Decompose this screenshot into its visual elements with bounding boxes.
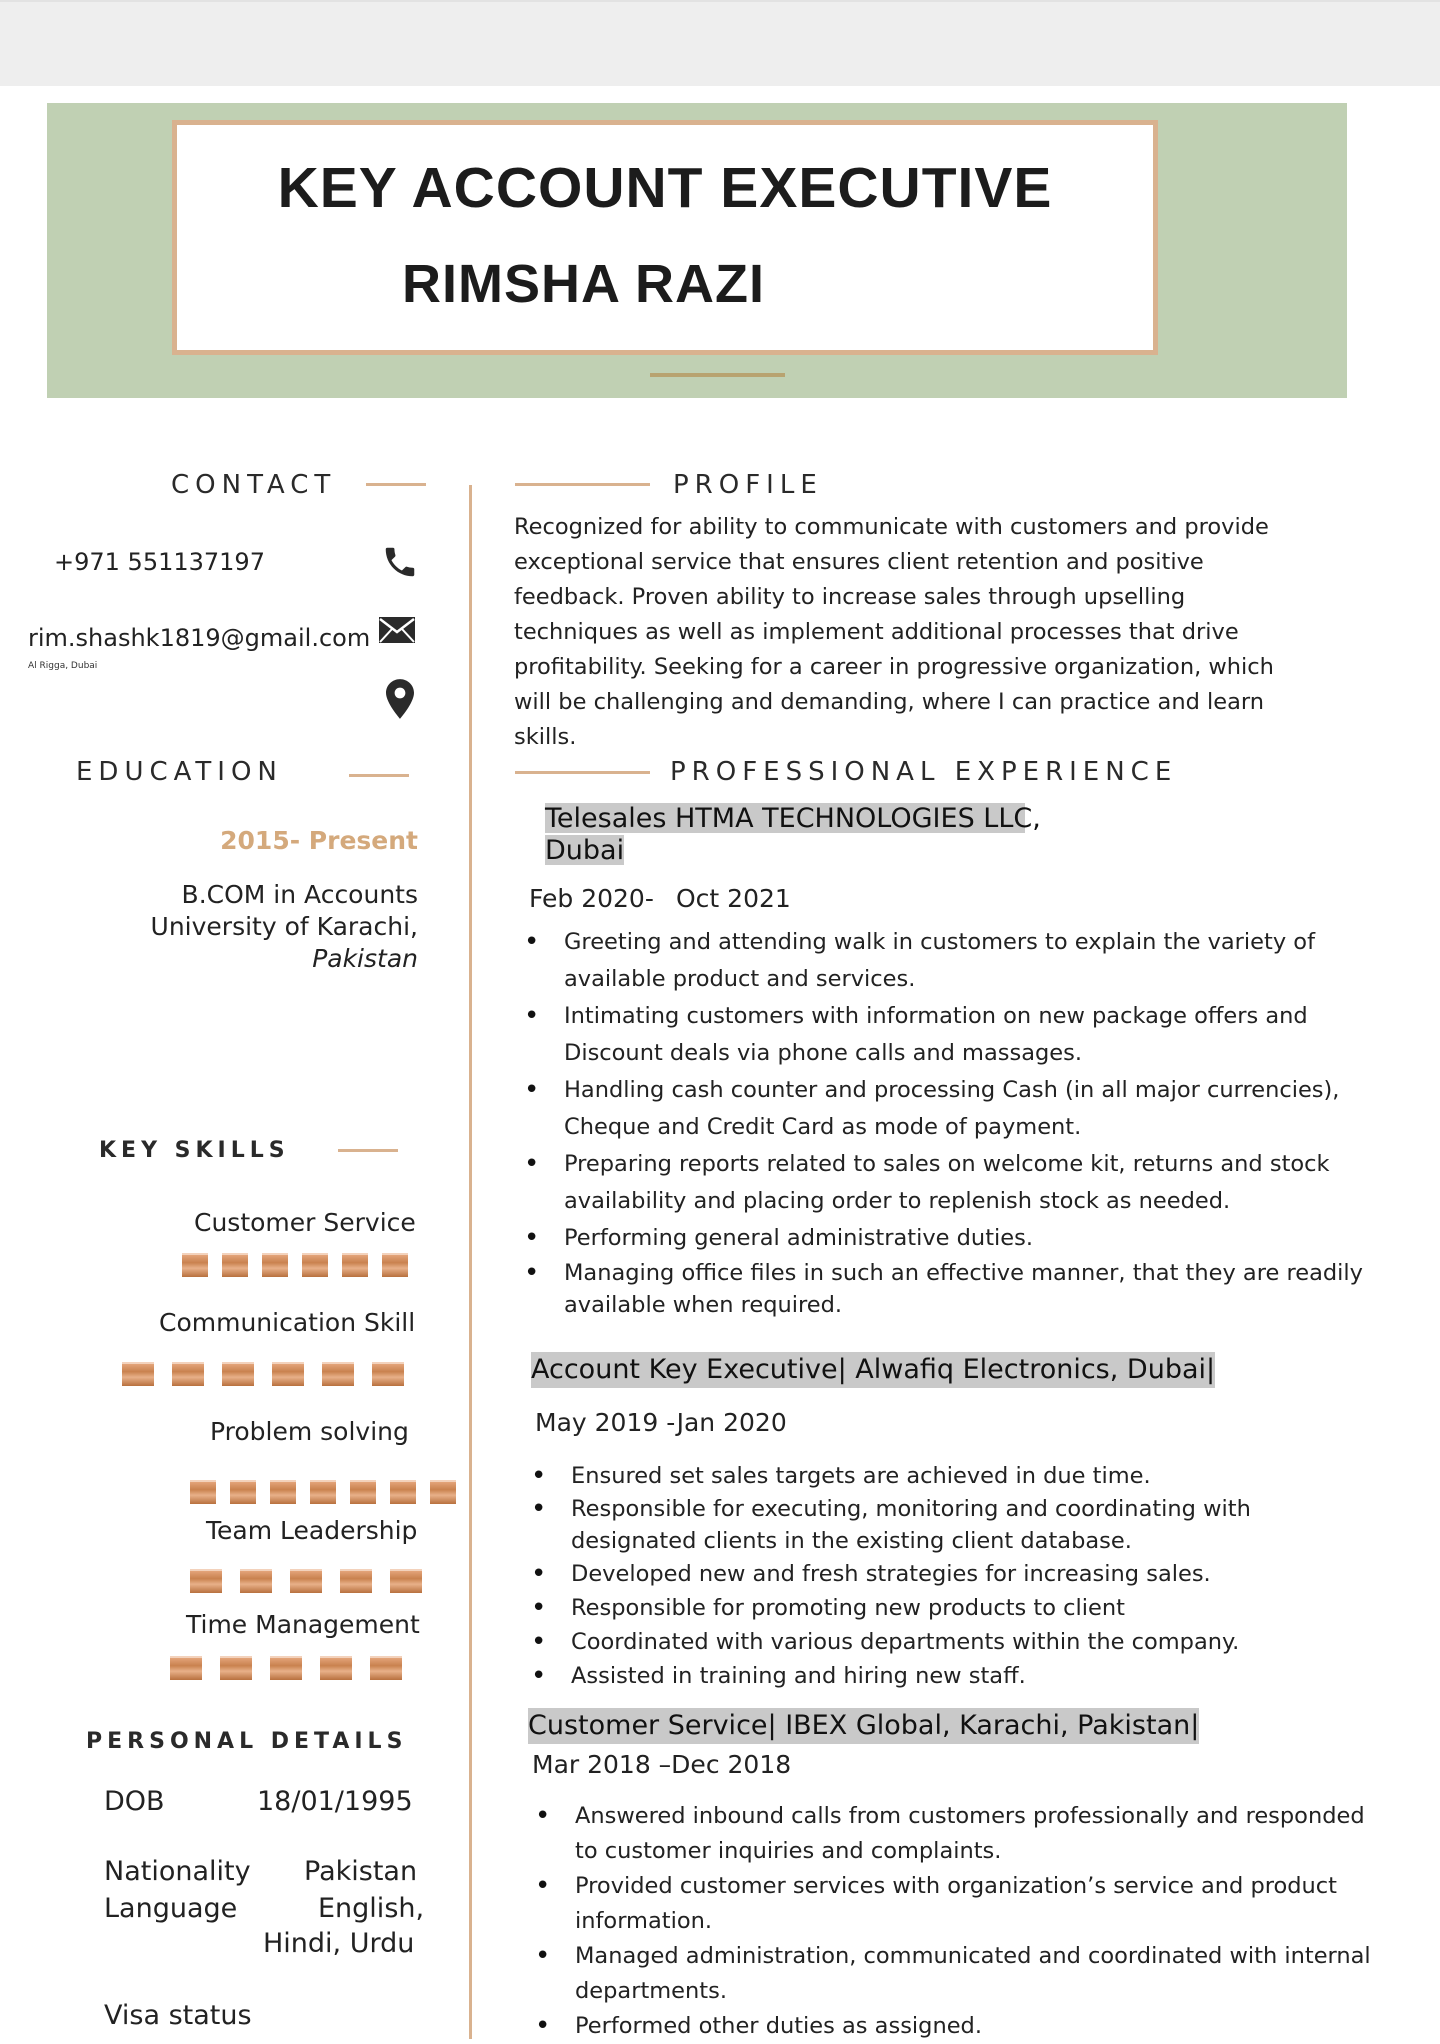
skill-rating-square <box>430 1480 456 1504</box>
skill-rating-square <box>272 1362 304 1386</box>
job-title-line: Dubai <box>545 835 625 866</box>
skills-heading-rule <box>338 1149 398 1152</box>
skill-rating-square <box>290 1569 322 1593</box>
skill-rating-square <box>222 1253 248 1277</box>
header-divider <box>650 373 785 377</box>
skills-heading: KEY SKILLS <box>99 1138 290 1163</box>
bullet-item: • Managed administration, communicated and coordinated with internal departments. <box>575 1939 1385 2009</box>
job-date-end: Oct 2021 <box>676 884 791 913</box>
skill-rating-square <box>122 1362 154 1386</box>
bullet-item: • Greeting and attending walk in customers to explain the variety of available product and services. <box>564 924 1394 998</box>
skill-rating-square <box>220 1656 252 1680</box>
job-bullets <box>571 1459 1371 1693</box>
contact-heading-rule <box>366 483 426 486</box>
skill-rating <box>182 1253 422 1277</box>
skill-rating-square <box>190 1480 216 1504</box>
job-date: Mar 2018 –Dec 2018 <box>532 1750 792 1779</box>
skill-rating-square <box>342 1253 368 1277</box>
education-degree: B.COM in Accounts <box>181 880 418 909</box>
education-country: Pakistan <box>312 944 418 973</box>
skill-rating <box>190 1569 440 1593</box>
bullet-item: • Intimating customers with information on new package offers and Discount deals via phone calls and massages. <box>564 998 1394 1072</box>
job-title <box>545 803 1041 834</box>
education-school: University of Karachi, <box>150 912 418 941</box>
job-title <box>545 835 624 865</box>
skill-name: Communication Skill <box>159 1308 416 1337</box>
bullet-item: • Developed new and fresh strategies for increasing sales. <box>571 1557 1371 1591</box>
bullet-item: • Managing office files in such an effective manner, that they are readily available when required. <box>564 1257 1394 1321</box>
experience-heading-rule <box>515 771 650 774</box>
job-bullets <box>564 924 1394 1321</box>
experience-heading: PROFESSIONAL EXPERIENCE <box>670 757 1178 787</box>
nationality-value: Pakistan <box>304 1856 418 1887</box>
person-name: RIMSHA RAZI <box>402 254 765 314</box>
nationality-label: Nationality <box>104 1856 251 1887</box>
skill-rating-square <box>222 1362 254 1386</box>
skill-rating-square <box>350 1480 376 1504</box>
skill-rating <box>190 1480 470 1504</box>
bullet-item: • Assisted in training and hiring new staff. <box>571 1659 1371 1693</box>
visa-status-label: Visa status <box>104 2000 252 2031</box>
bullet-item: • Coordinated with various departments within the company. <box>571 1625 1371 1659</box>
column-divider <box>469 485 472 2039</box>
skill-name: Team Leadership <box>206 1516 418 1545</box>
skill-rating-square <box>340 1569 372 1593</box>
skill-rating-square <box>182 1253 208 1277</box>
job-title: Customer Service| IBEX Global, Karachi, Pakistan| <box>528 1708 1199 1744</box>
skill-rating-square <box>322 1362 354 1386</box>
skill-rating-square <box>172 1362 204 1386</box>
mail-icon <box>378 616 416 644</box>
skill-rating-square <box>310 1480 336 1504</box>
bullet-item: • Provided customer services with organization’s service and product information. <box>575 1869 1385 1939</box>
bullet-item: • Performed other duties as assigned. <box>575 2009 1385 2044</box>
job-date-start: Feb 2020- <box>529 884 654 913</box>
skill-rating-square <box>240 1569 272 1593</box>
bullet-item: • Responsible for promoting new products to client <box>571 1591 1371 1625</box>
language-value: Hindi, Urdu <box>263 1928 415 1959</box>
skill-rating-square <box>270 1480 296 1504</box>
skill-rating <box>122 1362 422 1386</box>
viewer-top-bar <box>0 0 1440 86</box>
contact-heading: CONTACT <box>171 470 337 500</box>
language-label: Language <box>104 1893 238 1924</box>
email-address: rim.shashk1819@gmail.com <box>28 624 371 652</box>
skill-rating-square <box>382 1253 408 1277</box>
skill-name: Time Management <box>186 1610 420 1639</box>
bullet-item: • Ensured set sales targets are achieved in due time. <box>571 1459 1371 1493</box>
skill-rating-square <box>230 1480 256 1504</box>
skill-rating-square <box>170 1656 202 1680</box>
job-date: May 2019 -Jan 2020 <box>535 1408 787 1437</box>
skill-name: Problem solving <box>210 1417 409 1446</box>
bullet-item: • Handling cash counter and processing Cash (in all major currencies), Cheque and Credit Card as mode of payment. <box>564 1072 1394 1146</box>
profile-heading: PROFILE <box>673 470 823 500</box>
address: Al Rigga, Dubai <box>28 661 98 671</box>
title-box <box>172 120 1158 355</box>
job-bullets <box>575 1799 1385 2044</box>
skill-rating-square <box>262 1253 288 1277</box>
skill-rating-square <box>390 1480 416 1504</box>
personal-heading: PERSONAL DETAILS <box>86 1729 408 1754</box>
job-title-line: Telesales HTMA TECHNOLOGIES LLC, <box>545 803 1041 834</box>
education-heading-rule <box>349 774 409 777</box>
bullet-item: • Preparing reports related to sales on welcome kit, returns and stock availability and placing order to replenish stock as needed. <box>564 1146 1394 1220</box>
job-title: KEY ACCOUNT EXECUTIVE <box>277 156 1053 220</box>
profile-heading-rule <box>515 483 650 486</box>
education-date: 2015- Present <box>220 826 418 855</box>
education-heading: EDUCATION <box>76 757 283 787</box>
bullet-item: • Performing general administrative duties. <box>564 1220 1394 1257</box>
bullet-item: • Answered inbound calls from customers professionally and responded to customer inquiries and complaints. <box>575 1799 1385 1869</box>
skill-rating-square <box>370 1656 402 1680</box>
language-value: English, <box>318 1893 425 1924</box>
profile-paragraph: Recognized for ability to communicate with customers and provide exceptional service that ensures client retention and positive feedback. Proven ability to increase sales through upselling techniques as well as implement additional processes that drive profitability. Seeking for a career in progressive organization, which will be challenging and demanding, where I can practice and learn skills. <box>514 514 1274 750</box>
dob-label: DOB <box>104 1786 165 1817</box>
job-title: Account Key Executive| Alwafiq Electronics, Dubai| <box>531 1352 1215 1388</box>
skill-rating-square <box>190 1569 222 1593</box>
skill-rating-square <box>390 1569 422 1593</box>
skill-rating <box>170 1656 420 1680</box>
skill-rating-square <box>270 1656 302 1680</box>
skill-rating-square <box>372 1362 404 1386</box>
skill-name: Customer Service <box>194 1208 416 1237</box>
phone-number: +971 551137197 <box>54 548 265 576</box>
phone-icon <box>381 543 419 581</box>
dob-value: 18/01/1995 <box>257 1786 413 1817</box>
skill-rating-square <box>302 1253 328 1277</box>
bullet-item: • Responsible for executing, monitoring and coordinating with designated clients in the existing client database. <box>571 1493 1371 1557</box>
location-pin-icon <box>386 679 414 719</box>
skill-rating-square <box>320 1656 352 1680</box>
profile-text <box>514 510 1314 750</box>
